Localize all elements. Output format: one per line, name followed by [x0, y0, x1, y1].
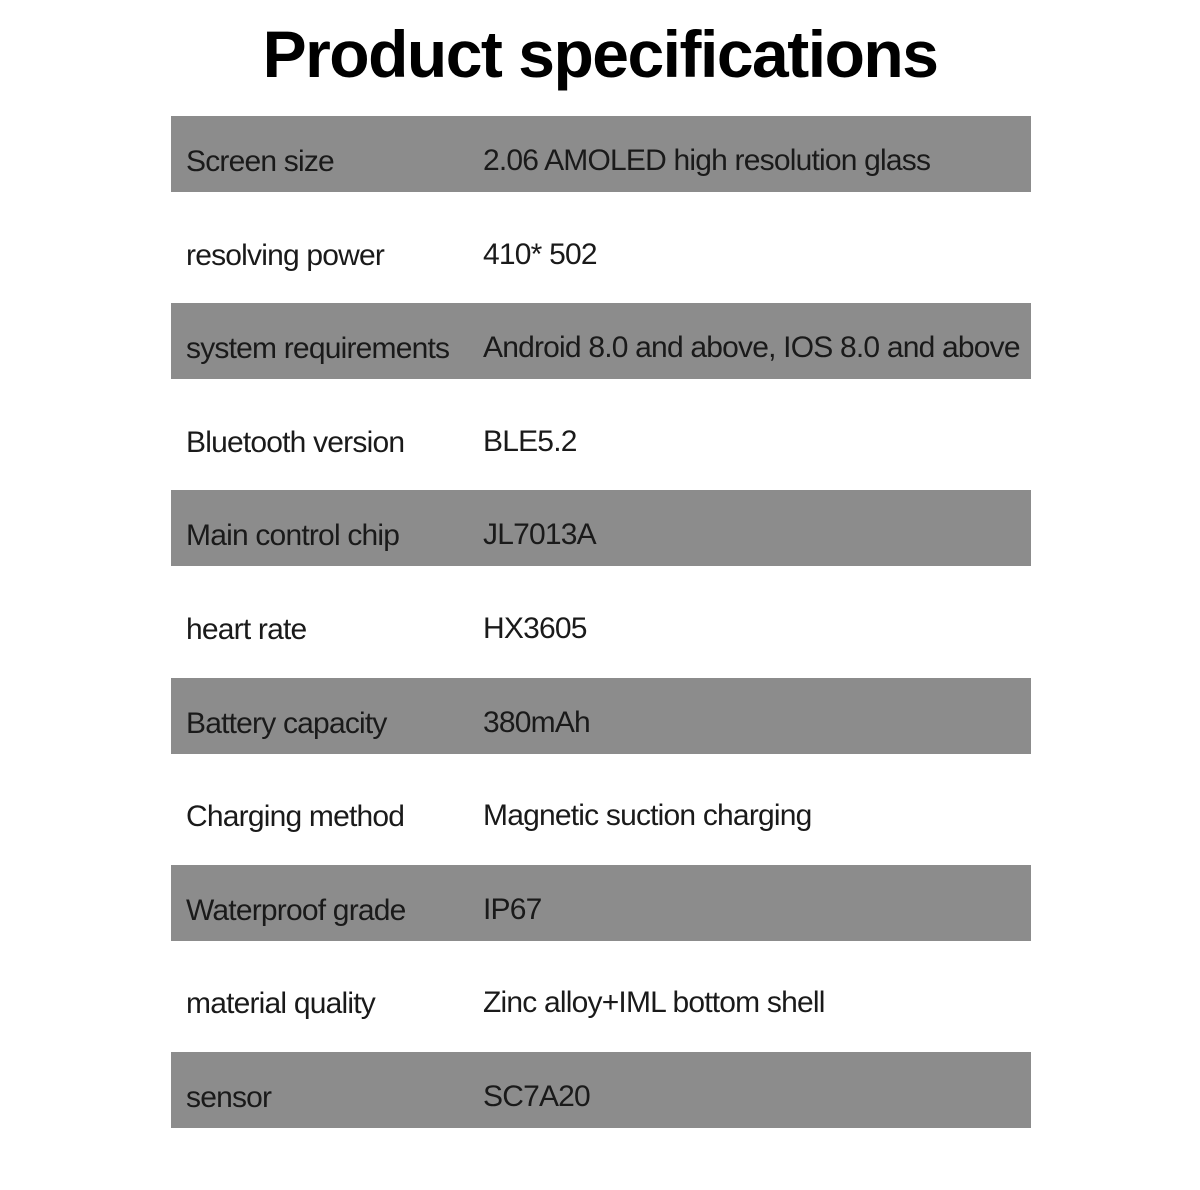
spec-label: Waterproof grade [186, 893, 406, 927]
spec-row-main-control-chip [171, 490, 1031, 566]
spec-value: HX3605 [483, 611, 587, 645]
spec-value: JL7013A [483, 518, 596, 552]
spec-label: Charging method [186, 800, 405, 834]
spec-value: Magnetic suction charging [483, 799, 812, 833]
spec-value: 2.06 AMOLED high resolution glass [483, 144, 931, 177]
spec-row-material-quality [171, 958, 1031, 1034]
spec-row-heart-rate [171, 584, 1031, 660]
spec-label: Bluetooth version [186, 425, 405, 459]
spec-value: 410* 502 [483, 237, 597, 271]
spec-value: Zinc alloy+IML bottom shell [483, 986, 825, 1020]
spec-label: Main control chip [186, 519, 400, 553]
spec-row-sensor [171, 1052, 1031, 1128]
spec-label: Screen size [186, 145, 334, 178]
spec-row-waterproof-grade [171, 865, 1031, 941]
spec-table [171, 116, 1031, 1146]
spec-row-resolving-power [171, 210, 1031, 286]
spec-label: resolving power [186, 238, 385, 272]
page-title: Product specifications [262, 17, 938, 91]
spec-row-charging-method [171, 771, 1031, 847]
spec-label: heart rate [186, 612, 307, 646]
spec-row-system-requirements [171, 303, 1031, 379]
spec-label: system requirements [186, 332, 450, 366]
spec-value: Android 8.0 and above, IOS 8.0 and above [483, 331, 1020, 365]
spec-row-screen-size [171, 116, 1031, 192]
spec-value: SC7A20 [483, 1079, 590, 1113]
spec-value: BLE5.2 [483, 424, 577, 458]
spec-row-bluetooth-version [171, 397, 1031, 473]
spec-value: IP67 [483, 892, 542, 926]
spec-label: sensor [186, 1080, 272, 1114]
spec-row-battery-capacity [171, 678, 1031, 754]
spec-value: 380mAh [483, 705, 590, 739]
spec-label: material quality [186, 987, 375, 1021]
spec-label: Battery capacity [186, 706, 387, 740]
